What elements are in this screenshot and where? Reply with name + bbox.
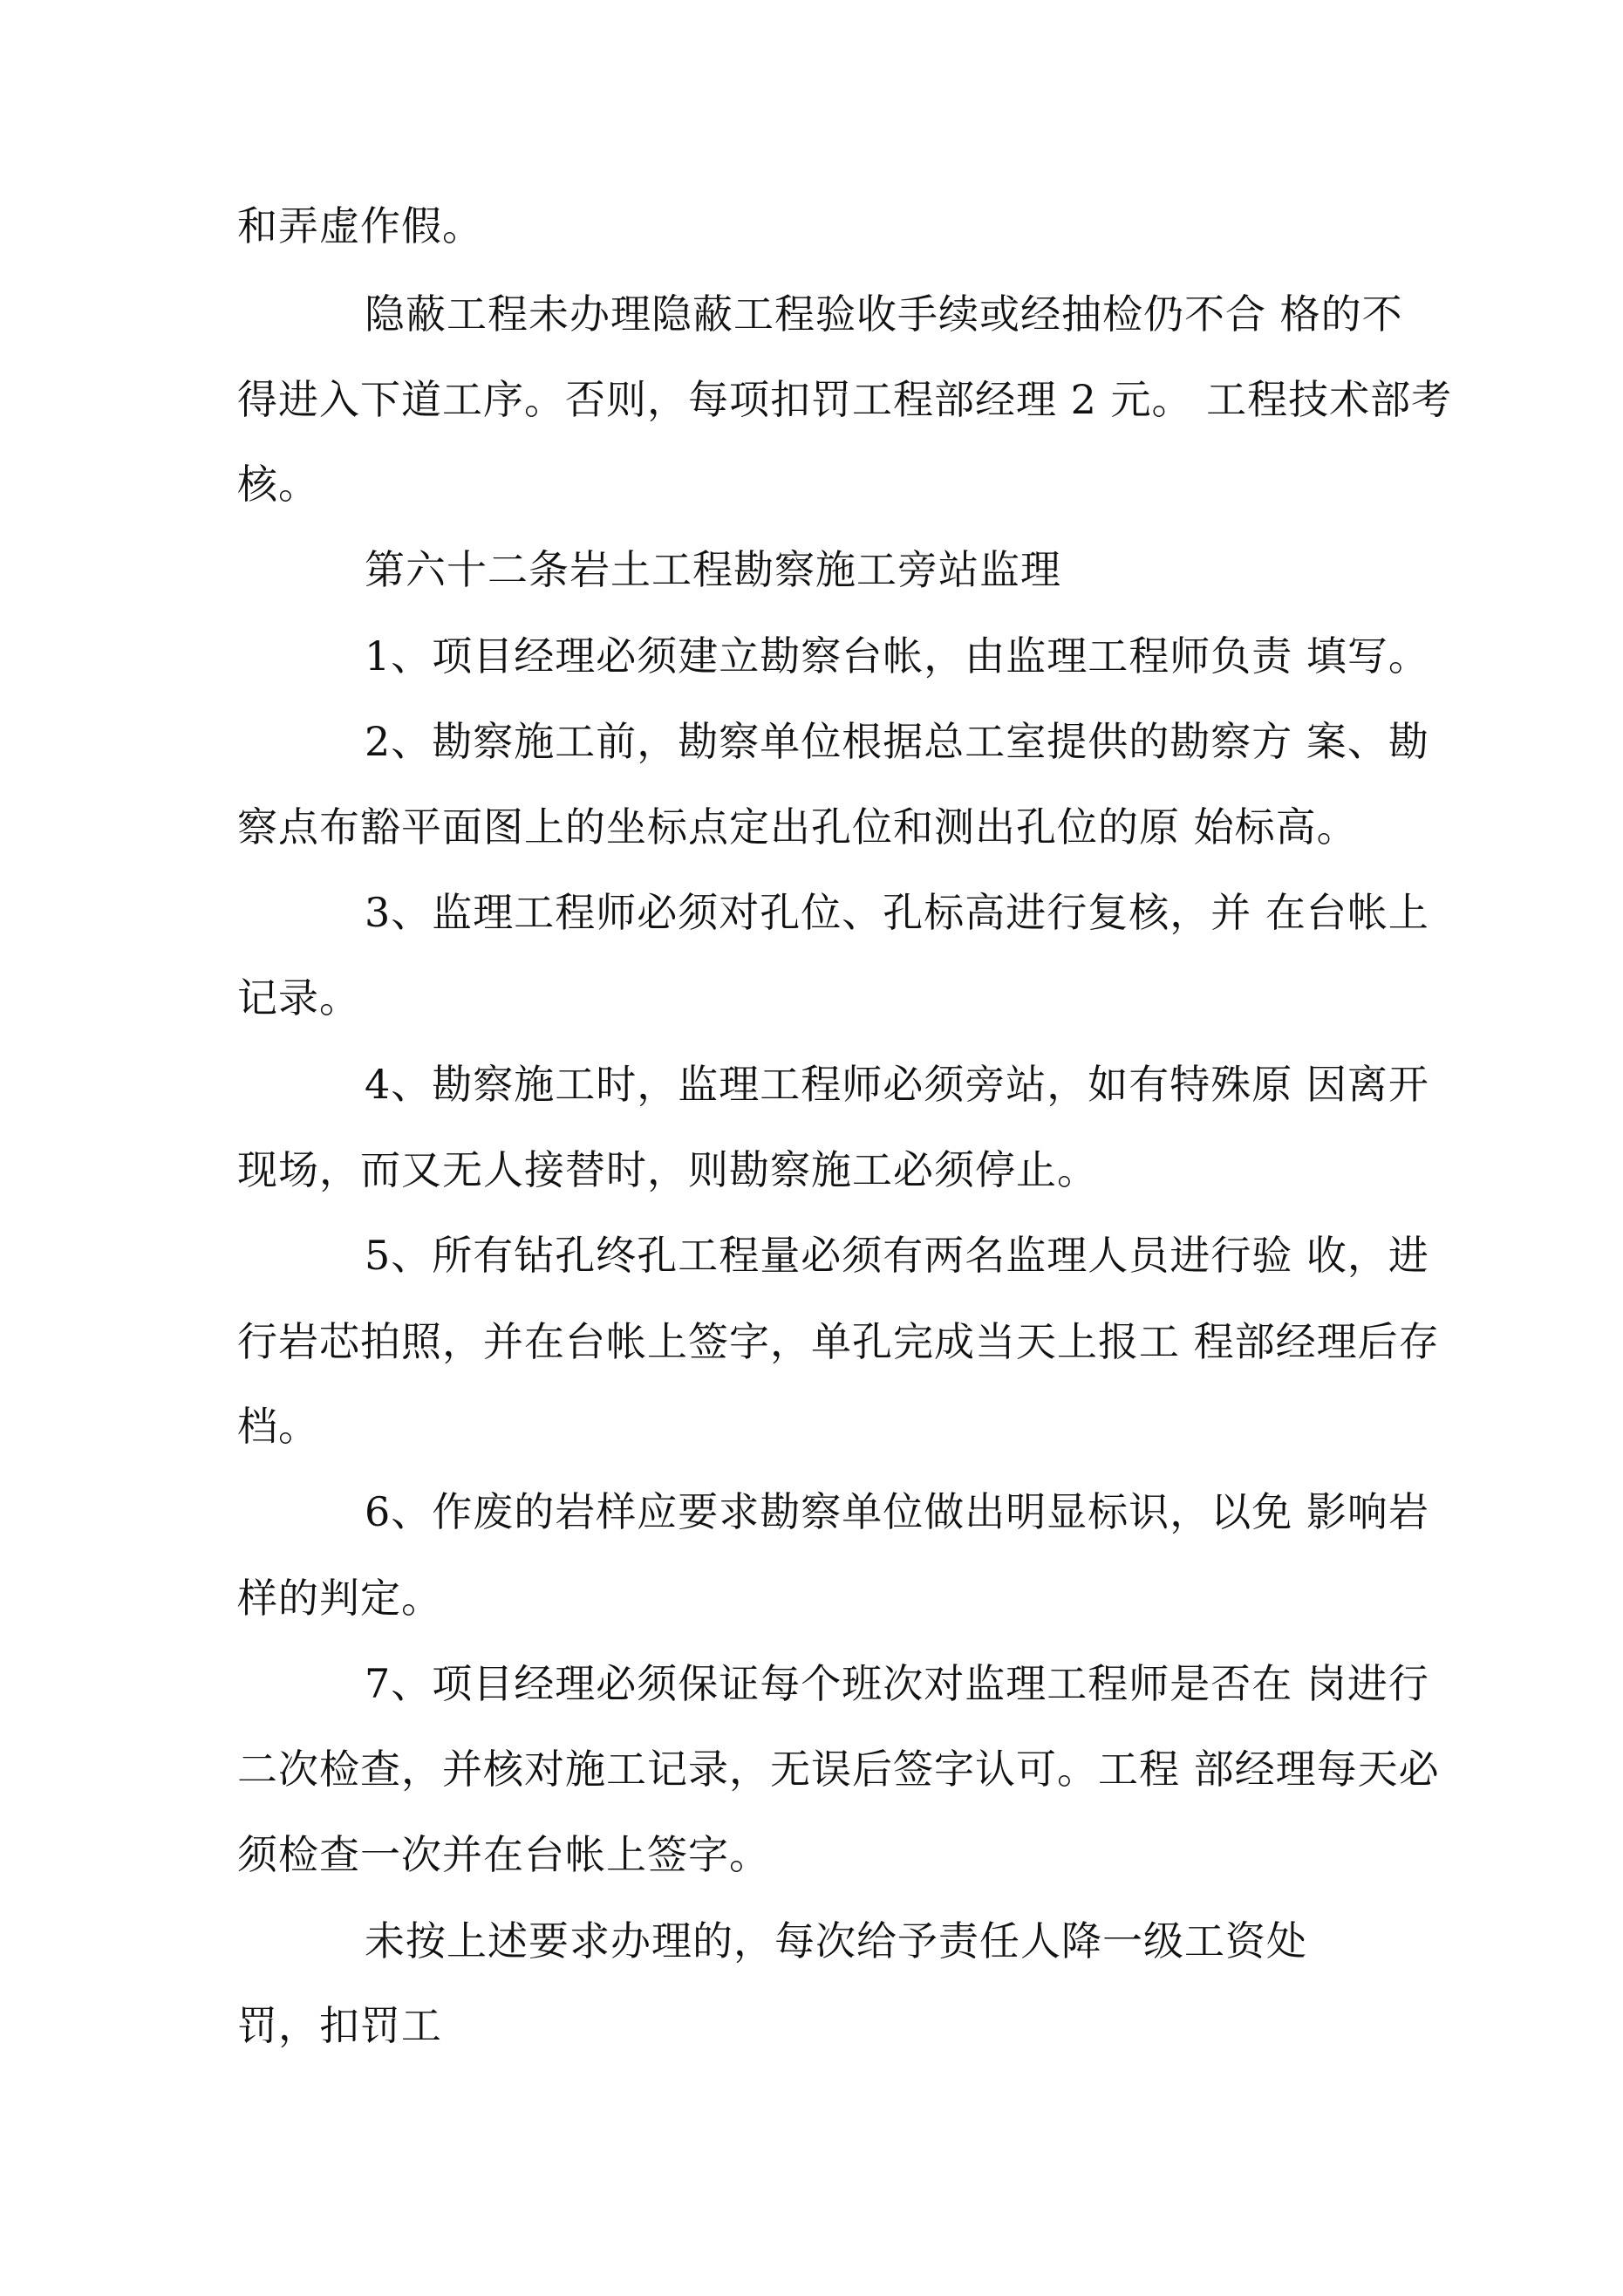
text-line-17: 样的判定。 — [237, 1575, 442, 1622]
text-line-16: 6、作废的岩样应要求勘察单位做出明显标识，以免 影响岩 — [365, 1488, 1429, 1535]
text-line-8: 察点布豁平面图上的坐标点定出孔位和测出孔位的原 始标高。 — [237, 803, 1358, 851]
text-line-20: 须检查一次并在台帐上签字。 — [237, 1831, 770, 1878]
text-line-1: 和弄虚作假。 — [237, 202, 483, 249]
text-line-18: 7、项目经理必须保证每个班次对监理工程师是否在 岗进行 — [365, 1660, 1429, 1707]
text-line-6: 1、项目经理必须建立勘察台帐，由监理工程师负责 填写。 — [365, 632, 1429, 680]
text-line-22: 罚，扣罚工 — [237, 2002, 442, 2049]
text-line-15: 档。 — [237, 1403, 319, 1450]
text-line-3: 得进入下道工序。否则，每项扣罚工程部经理 2 元。 工程技术部考 — [237, 376, 1453, 423]
text-line-9: 3、监理工程师必须对孔位、孔标高进行复核，并 在台帐上 — [365, 889, 1429, 936]
text-line-10: 记录。 — [237, 974, 360, 1022]
text-line-4: 核。 — [237, 461, 319, 508]
text-line-2: 隐蔽工程未办理隐蔽工程验收手续或经抽检仍不合 格的不 — [365, 290, 1403, 338]
text-line-21: 未按上述要求办理的，每次给予责任人降一级工资处 — [365, 1917, 1307, 1965]
section-heading: 第六十二条岩土工程勘察施工旁站监理 — [365, 546, 1061, 593]
text-line-7: 2、勘察施工前，勘察单位根据总工室提供的勘察方 案、勘 — [365, 718, 1429, 765]
text-line-12: 现场，而又无人接替时，则勘察施工必须停止。 — [237, 1146, 1098, 1193]
text-line-14: 行岩芯拍照，并在台帐上签字，单孔完成当天上报工 程部经理后存 — [237, 1318, 1440, 1365]
text-line-11: 4、勘察施工时，监理工程师必须旁站，如有特殊原 因离开 — [365, 1061, 1429, 1108]
text-line-13: 5、所有钻孔终孔工程量必须有两名监理人员进行验 收，进 — [365, 1232, 1429, 1279]
text-line-19: 二次检查，并核对施工记录，无误后签字认可。工程 部经理每天必 — [237, 1746, 1440, 1793]
